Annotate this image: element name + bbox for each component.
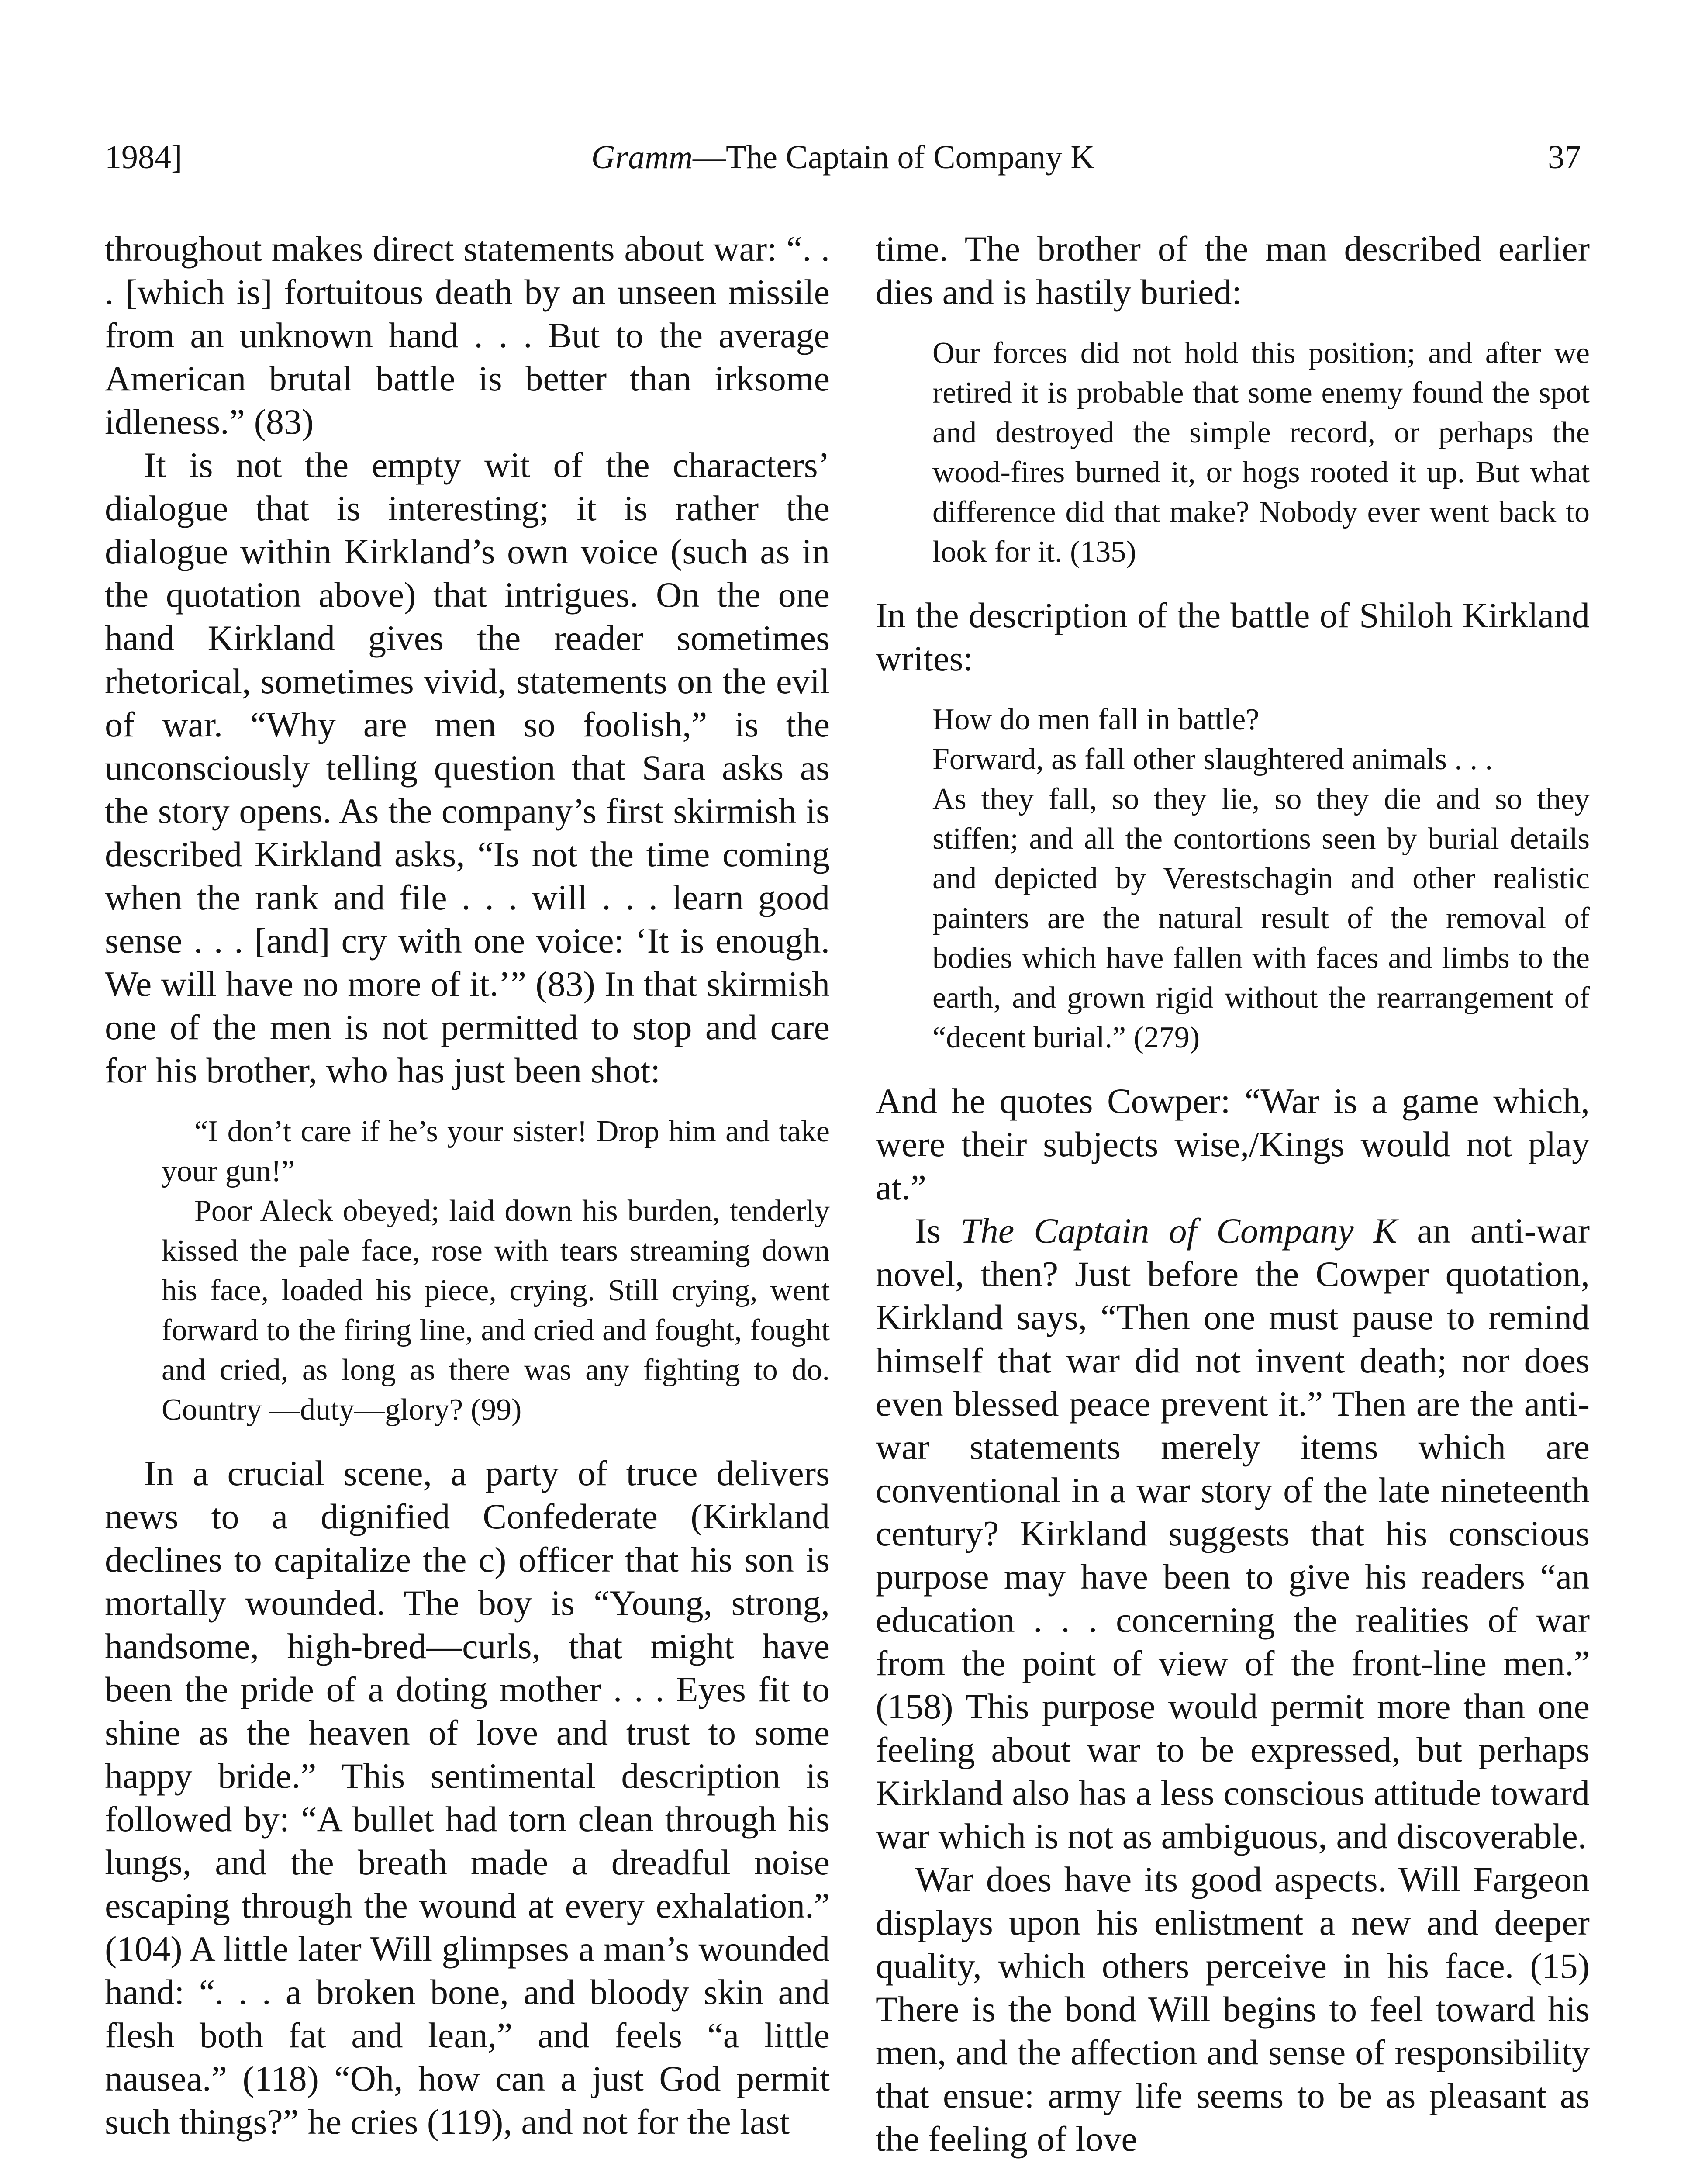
quote-line: As they fall, so they lie, so they die and so they stiffen; and all the contortions seen by burial details and depicted by Verestschagin and other realistic painters are the natural result of the removal of bodies which have fallen with faces and limbs to the earth, and grown rigid without the rearrangement of “decent burial.” (279) [932, 782, 1590, 1054]
left-column [105, 227, 830, 2143]
page-number: 37 [1548, 139, 1581, 176]
paragraph: In a crucial scene, a party of truce delivers news to a dignified Confederate (Kirkland declines to capitalize the c) officer that his son is mortally wounded. The boy is “Young, strong, handsome, high-bred—curls, that might have been the pride of a doting mother . . . Eyes fit to shine as the heaven of love and trust to some happy bride.” This sentimental description is followed by: “A bullet had torn clean through his lungs, and the breath made a dreadful noise escaping through the wound at every exhalation.” (104) A little later Will glimpses a man’s wounded hand: “. . . a broken bone, and bloody skin and flesh both fat and lean,” and feels “a little nausea.” (118) “Oh, how can a just God permit such things?” he cries (119), and not for the last [105, 1453, 830, 2142]
block-quote [162, 1112, 830, 1430]
paragraph-text: Is [915, 1211, 961, 1251]
quote-line: Our forces did not hold this position; and after we retired it is probable that some enemy found the spot and destroyed the simple record, or perhaps the wood-fires burned it, or hogs rooted it up. But what difference did that make? Nobody ever went back to look for it. (135) [932, 336, 1590, 569]
paragraph: time. The brother of the man described earlier dies and is hastily buried: [876, 229, 1590, 312]
paragraph-text: an anti-war novel, then? Just before the Cowper quotation, Kirkland says, “Then one must pause to remind himself that war did not invent death; nor does even blessed peace prevent it.” Then are the anti-war statements merely items which are conventional in a war story of the late nineteenth century? Kirkland suggests that his conscious purpose may have been to give his readers “an education . . . concerning the realities of war from the point of view of the front-line men.” (158) This purpose would permit more than one feeling about war to be expressed, but perhaps Kirkland also has a less conscious attitude toward war which is not as ambiguous, and discoverable. [876, 1211, 1590, 1856]
header-author: Gramm [591, 139, 693, 176]
quote-line: “I don’t care if he’s your sister! Drop him and take your gun!” [162, 1115, 830, 1188]
paragraph: War does have its good aspects. Will Fargeon displays upon his enlistment a new and deeper quality, which others perceive in his face. (15) There is the bond Will begins to feel toward his men, and the affection and sense of responsibility that ensue: army life seems to be as pleasant as the feeling of love [876, 1859, 1590, 2159]
header-title [105, 131, 1581, 183]
quote-line: How do men fall in battle? [932, 703, 1260, 736]
paragraph: It is not the empty wit of the characters’ dialogue that is interesting; it is rather the dialogue within Kirkland’s own voice (such as in the quotation above) that intrigues. On the one hand Kirkland gives the reader sometimes rhetorical, sometimes vivid, statements on the evil of war. “Why are men so foolish,” is the unconsciously telling question that Sara asks as the story opens. As the company’s first skirmish is described Kirkland asks, “Is not the time coming when the rank and file . . . will . . . learn good sense . . . [and] cry with one voice: ‘It is enough. We will have no more of it.’” (83) In that skirmish one of the men is not permitted to stop and care for his brother, who has just been shot: [105, 445, 830, 1090]
paragraph: And he quotes Cowper: “War is a game which, were their subjects wise,/Kings would not play at.” [876, 1081, 1590, 1207]
header-year: 1984] [105, 139, 183, 176]
block-quote [932, 333, 1590, 572]
book-title: The Captain of Company K [960, 1211, 1398, 1251]
block-quote [932, 700, 1590, 1057]
paragraph: throughout makes direct statements about war: “. . . [which is] fortuitous death by an unseen missile from an unknown hand . . . But to the average American brutal battle is better than irksome idleness.” (83) [105, 229, 830, 442]
right-column [876, 227, 1590, 2160]
quote-line: Forward, as fall other slaughtered animals . . . [932, 743, 1493, 776]
quote-line: Poor Aleck obeyed; laid down his burden, tenderly kissed the pale face, rose with tears streaming down his face, loaded his piece, crying. Still crying, went forward to the firing line, and cried and fought, fought and cried, as long as there was any fighting to do. Country —duty—glory? (99) [162, 1194, 830, 1427]
header-article-title: —The Captain of Company K [692, 139, 1095, 176]
running-header [105, 131, 1581, 183]
paragraph [876, 1209, 1590, 1858]
paragraph: In the description of the battle of Shiloh Kirkland writes: [876, 595, 1590, 678]
